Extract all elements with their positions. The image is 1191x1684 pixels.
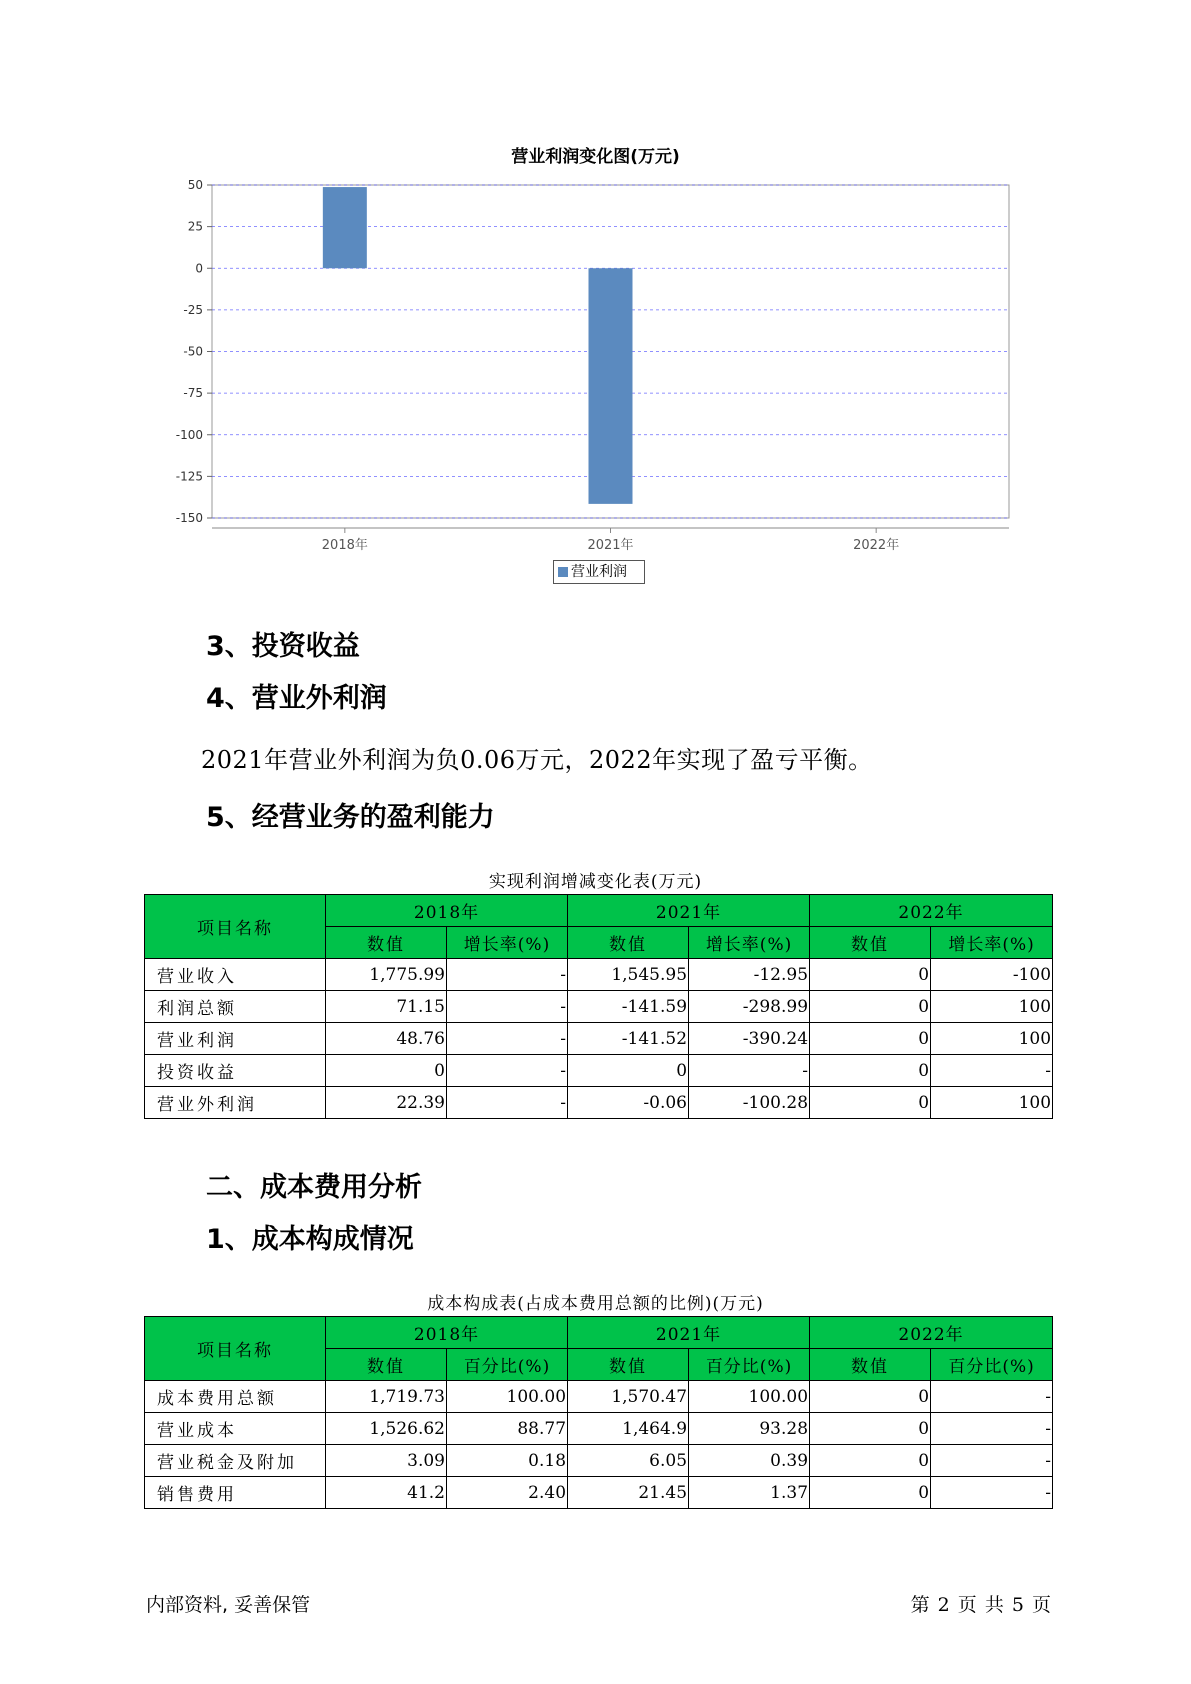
table-cell: 1,719.73	[326, 1381, 447, 1413]
table-cell: 41.2	[326, 1477, 447, 1509]
row-label: 营业税金及附加	[145, 1445, 326, 1477]
y-tick-label: 25	[187, 219, 203, 234]
table-cell: 100	[931, 991, 1053, 1023]
table-cell: -	[931, 1055, 1053, 1087]
table-cell: -	[689, 1055, 810, 1087]
table-cell: -	[931, 1445, 1053, 1477]
y-tick-label: -75	[183, 386, 203, 401]
table-cell: -0.06	[568, 1087, 689, 1119]
table-cell: -12.95	[689, 959, 810, 991]
table-cell: 100	[931, 1023, 1053, 1055]
table1-subheader: 数值	[326, 927, 447, 959]
table-cell: -100.28	[689, 1087, 810, 1119]
table-cell: 0	[810, 1445, 931, 1477]
table-cell: 0	[810, 1087, 931, 1119]
table2-subheader: 数值	[810, 1349, 931, 1381]
table-cell: -	[447, 1087, 568, 1119]
table2-year: 2018年	[326, 1317, 568, 1349]
table-cell: 0	[810, 1477, 931, 1509]
heading-non-operating-profit: 4、营业外利润	[206, 683, 387, 714]
y-tick-label: -50	[183, 344, 203, 359]
chart-legend	[553, 560, 645, 584]
table1-year: 2021年	[568, 895, 810, 927]
table-cell: 100	[931, 1087, 1053, 1119]
heading-investment-income: 3、投资收益	[206, 631, 360, 662]
footer-confidential-note: 内部资料, 妥善保管	[146, 1594, 311, 1616]
row-label: 营业外利润	[145, 1087, 326, 1119]
x-tick-label: 2021年	[587, 538, 634, 553]
y-tick-label: -125	[175, 469, 203, 484]
table-row	[145, 1381, 1053, 1413]
table2-year: 2022年	[810, 1317, 1053, 1349]
profit-change-table	[144, 894, 1053, 1119]
table-cell: 0	[810, 1023, 931, 1055]
table-cell: -298.99	[689, 991, 810, 1023]
table2-corner: 项目名称	[145, 1317, 326, 1381]
row-label: 营业收入	[145, 959, 326, 991]
table-cell: 93.28	[689, 1413, 810, 1445]
row-label: 营业成本	[145, 1413, 326, 1445]
table2-subheader: 数值	[568, 1349, 689, 1381]
table-row	[145, 1023, 1053, 1055]
table-row	[145, 991, 1053, 1023]
table2-subheader: 数值	[326, 1349, 447, 1381]
table1-subheader: 增长率(%)	[931, 927, 1053, 959]
table-cell: 48.76	[326, 1023, 447, 1055]
bar	[323, 187, 367, 268]
table2-subheader: 百分比(%)	[447, 1349, 568, 1381]
row-label: 营业利润	[145, 1023, 326, 1055]
table2-year: 2021年	[568, 1317, 810, 1349]
table-cell: 0.39	[689, 1445, 810, 1477]
table-cell: -141.52	[568, 1023, 689, 1055]
table-cell: 100.00	[689, 1381, 810, 1413]
bar	[589, 268, 633, 504]
table-cell: -	[931, 1477, 1053, 1509]
table1-caption: 实现利润增减变化表(万元)	[488, 872, 703, 892]
table-cell: 1,526.62	[326, 1413, 447, 1445]
table-cell: 1,545.95	[568, 959, 689, 991]
table-cell: -141.59	[568, 991, 689, 1023]
table-cell: 88.77	[447, 1413, 568, 1445]
table1-subheader: 数值	[810, 927, 931, 959]
table2-caption: 成本构成表(占成本费用总额的比例)(万元)	[427, 1294, 764, 1314]
table-cell: -	[447, 991, 568, 1023]
table-cell: 0	[326, 1055, 447, 1087]
paragraph-non-operating: 2021年营业外利润为负0.06万元，2022年实现了盈亏平衡。	[201, 746, 873, 774]
table-row	[145, 1087, 1053, 1119]
table1-corner: 项目名称	[145, 895, 326, 959]
table-cell: 0.18	[447, 1445, 568, 1477]
table1-subheader: 增长率(%)	[689, 927, 810, 959]
table-cell: 1,464.9	[568, 1413, 689, 1445]
table-cell: 0	[568, 1055, 689, 1087]
y-tick-label: -150	[175, 511, 203, 525]
chart-title: 营业利润变化图(万元)	[511, 147, 680, 167]
table-cell: 0	[810, 1381, 931, 1413]
cost-structure-table	[144, 1316, 1053, 1509]
table-cell: 0	[810, 1055, 931, 1087]
heading-cost-analysis: 二、成本费用分析	[206, 1172, 422, 1203]
footer-page-number: 第 2 页 共 5 页	[910, 1594, 1052, 1616]
heading-cost-structure: 1、成本构成情况	[206, 1224, 414, 1255]
heading-profitability: 5、经营业务的盈利能力	[206, 802, 495, 833]
table-cell: 22.39	[326, 1087, 447, 1119]
y-tick-label: 50	[187, 178, 203, 192]
table-cell: 6.05	[568, 1445, 689, 1477]
table-cell: 3.09	[326, 1445, 447, 1477]
table-cell: 0	[810, 991, 931, 1023]
y-tick-label: -100	[175, 427, 203, 442]
table-row	[145, 1445, 1053, 1477]
table-row	[145, 1413, 1053, 1445]
table1-subheader: 数值	[568, 927, 689, 959]
table1-subheader: 增长率(%)	[447, 927, 568, 959]
table-cell: 1,775.99	[326, 959, 447, 991]
row-label: 销售费用	[145, 1477, 326, 1509]
table-cell: -	[931, 1381, 1053, 1413]
legend-label: 营业利润	[571, 564, 627, 580]
x-tick-label: 2018年	[321, 538, 368, 553]
table2-subheader: 百分比(%)	[931, 1349, 1053, 1381]
table-cell: 100.00	[447, 1381, 568, 1413]
table-cell: -390.24	[689, 1023, 810, 1055]
row-label: 成本费用总额	[145, 1381, 326, 1413]
legend-swatch	[558, 567, 568, 577]
table-cell: -	[931, 1413, 1053, 1445]
row-label: 投资收益	[145, 1055, 326, 1087]
table-cell: 1.37	[689, 1477, 810, 1509]
table-cell: 21.45	[568, 1477, 689, 1509]
table1-year: 2022年	[810, 895, 1053, 927]
table-row	[145, 959, 1053, 991]
y-tick-label: 0	[195, 261, 203, 276]
profit-bar-chart	[0, 0, 1191, 560]
table-cell: -100	[931, 959, 1053, 991]
table-cell: -	[447, 1055, 568, 1087]
table-cell: -	[447, 1023, 568, 1055]
table-cell: 0	[810, 1413, 931, 1445]
table-row	[145, 1477, 1053, 1509]
table-cell: 2.40	[447, 1477, 568, 1509]
table-cell: -	[447, 959, 568, 991]
y-tick-label: -25	[183, 302, 203, 317]
x-tick-label: 2022年	[853, 538, 900, 553]
table2-subheader: 百分比(%)	[689, 1349, 810, 1381]
table-cell: 71.15	[326, 991, 447, 1023]
table-row	[145, 1055, 1053, 1087]
table-cell: 0	[810, 959, 931, 991]
row-label: 利润总额	[145, 991, 326, 1023]
table-cell: 1,570.47	[568, 1381, 689, 1413]
table1-year: 2018年	[326, 895, 568, 927]
